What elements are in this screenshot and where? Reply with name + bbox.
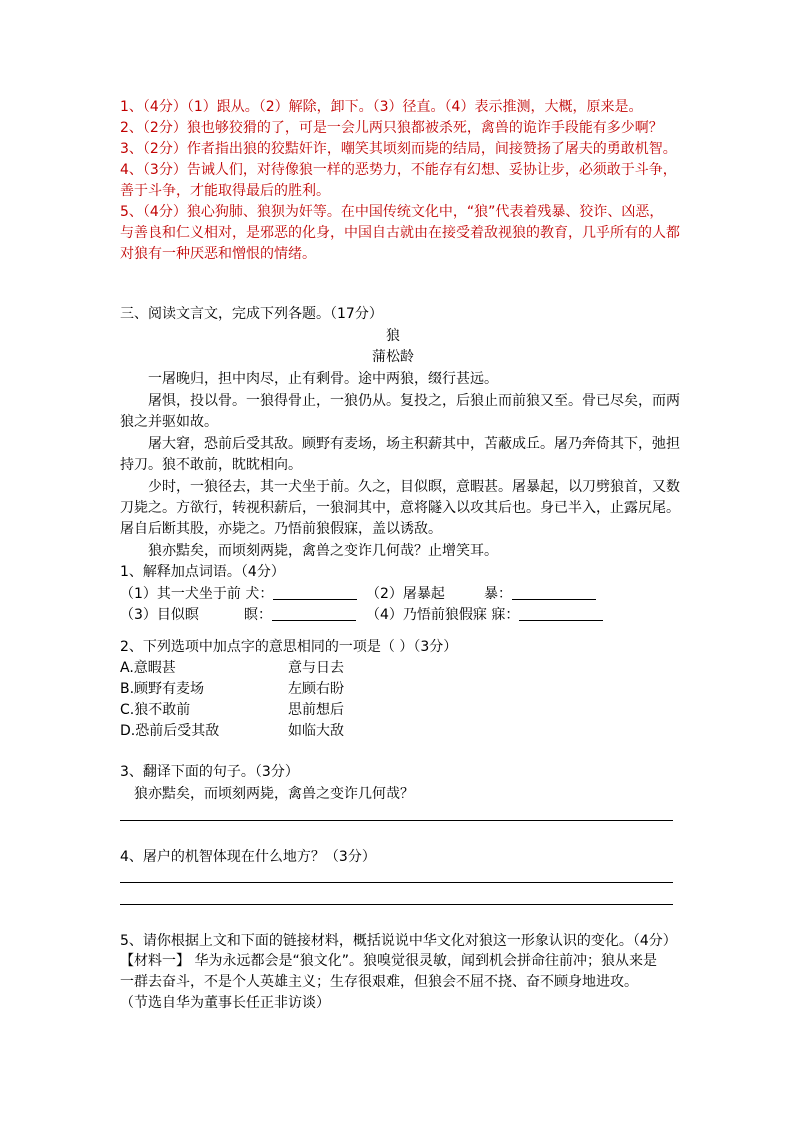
question-3-stem: 3、翻译下面的句子。（3分） — [120, 764, 299, 780]
question-3-answer-line[interactable] — [120, 820, 673, 821]
q2-option-a[interactable]: A.意暇甚 — [120, 660, 176, 676]
material-1-line-2: 一群去奋斗，不是个人英雄主义；生存很艰难，但狼会不屈不挠、奋不顾身地进攻。 — [120, 974, 638, 990]
material-1-line-1: 【材料一】 华为永远都会是“狼文化”。狼嗅觉很灵敏，闻到机会拼命往前冲；狼从来是 — [120, 953, 657, 969]
q1-item-3 — [244, 605, 356, 625]
question-3-sentence: 狼亦黠矣，而顷刻两毙，禽兽之变诈几何哉？ — [134, 786, 414, 802]
q1-item-4-label: （4）乃悟前狼假寐 寐： — [366, 607, 520, 623]
passage-para-3-line-1: 屠大窘，恐前后受其敌。顾野有麦场，场主积薪其中，苫蔽成丘。屠乃奔倚其下，弛担 — [148, 436, 680, 452]
answer-3: 3、（2分）作者指出狼的狡黠奸诈，嘲笑其顷刻而毙的结局，间接赞扬了屠夫的勇敢机智。 — [120, 141, 677, 157]
answer-4-line-2: 善于斗争，才能取得最后的胜利。 — [120, 183, 330, 199]
question-1-stem: 1、解释加点词语。（4分） — [120, 564, 285, 580]
q2-option-a-compare: 意与日去 — [288, 660, 344, 676]
q2-option-b[interactable]: B.顾野有麦场 — [120, 681, 205, 697]
q2-option-d[interactable]: D.恐前后受其敌 — [120, 723, 220, 739]
q1-item-3-key: 瞑： — [244, 607, 272, 623]
passage-title: 狼 — [386, 328, 400, 344]
q1-item-3-label: （3）目似瞑 — [120, 607, 199, 623]
passage-author: 蒲松龄 — [372, 349, 414, 365]
question-4-answer-line-1[interactable] — [120, 882, 673, 883]
q1-item-2 — [484, 584, 596, 604]
q2-option-c-compare: 思前想后 — [288, 702, 344, 718]
q2-option-d-compare: 如临大敌 — [288, 723, 344, 739]
answer-5-line-3: 对狼有一种厌恶和憎恨的情绪。 — [120, 246, 316, 262]
passage-para-4-line-1: 少时，一狼径去，其一犬坐于前。久之，目似瞑，意暇甚。屠暴起，以刀劈狼首，又数 — [148, 479, 680, 495]
q1-item-2-label: （2）屠暴起 — [366, 586, 445, 602]
passage-para-2-line-1: 屠惧，投以骨。一狼得骨止，一狼仍从。复投之，后狼止而前狼又至。骨已尽矣，而两 — [148, 393, 680, 409]
q1-item-3-blank[interactable] — [272, 606, 356, 621]
passage-para-2-line-2: 狼之并驱如故。 — [120, 414, 218, 430]
passage-para-5: 狼亦黠矣，而顷刻两毙，禽兽之变诈几何哉？止增笑耳。 — [148, 543, 498, 559]
section-heading: 三、阅读文言文，完成下列各题。（17分） — [120, 306, 383, 322]
q2-option-b-compare: 左顾右盼 — [288, 681, 344, 697]
q1-item-2-key: 暴： — [484, 586, 512, 602]
q2-option-c[interactable]: C.狼不敢前 — [120, 702, 191, 718]
answer-4-line-1: 4、（3分）告诫人们，对待像狼一样的恶势力，不能存有幻想、妥协让步，必须敢于斗争， — [120, 162, 677, 178]
passage-para-4-line-3: 屠自后断其股，亦毙之。乃悟前狼假寐，盖以诱敌。 — [120, 521, 442, 537]
q1-item-4-blank[interactable] — [519, 606, 603, 621]
passage-para-1: 一屠晚归，担中肉尽，止有剩骨。途中两狼，缀行甚远。 — [148, 371, 498, 387]
answer-1: 1、（4分）（1）跟从。（2）解除，卸下。（3）径直。（4）表示推测，大概，原来是。 — [120, 99, 643, 115]
q1-item-1-blank[interactable] — [273, 585, 357, 600]
q1-item-1-label: （1）其一犬坐于前 犬： — [120, 586, 274, 602]
q1-item-4 — [366, 605, 603, 625]
q1-item-2-blank[interactable] — [512, 585, 596, 600]
question-5-stem: 5、请你根据上文和下面的链接材料，概括说说中华文化对狼这一形象认识的变化。（4分） — [120, 933, 677, 949]
passage-para-4-line-2: 刀毙之。方欲行，转视积薪后，一狼洞其中，意将隧入以攻其后也。身已半入，止露尻尾。 — [120, 500, 680, 516]
material-1-source: （节选自华为董事长任正非访谈） — [120, 995, 330, 1011]
question-1-row-1 — [120, 584, 357, 604]
answer-5-line-2: 与善良和仁义相对，是邪恶的化身，中国自古就由在接受着敌视狼的教育，几乎所有的人都 — [120, 225, 680, 241]
question-4-stem: 4、屠户的机智体现在什么地方？（3分） — [120, 849, 376, 865]
question-4-answer-line-2[interactable] — [120, 904, 673, 905]
passage-para-3-line-2: 持刀。狼不敢前，眈眈相向。 — [120, 457, 302, 473]
question-2-stem: 2、下列选项中加点字的意思相同的一项是（ ）（3分） — [120, 639, 458, 655]
answer-2: 2、（2分）狼也够狡猾的了，可是一会儿两只狼都被杀死，禽兽的诡诈手段能有多少啊？ — [120, 120, 663, 136]
answer-5-line-1: 5、（4分）狼心狗肺、狼狈为奸等。在中国传统文化中，“狼”代表着残暴、狡诈、凶恶， — [120, 204, 664, 220]
